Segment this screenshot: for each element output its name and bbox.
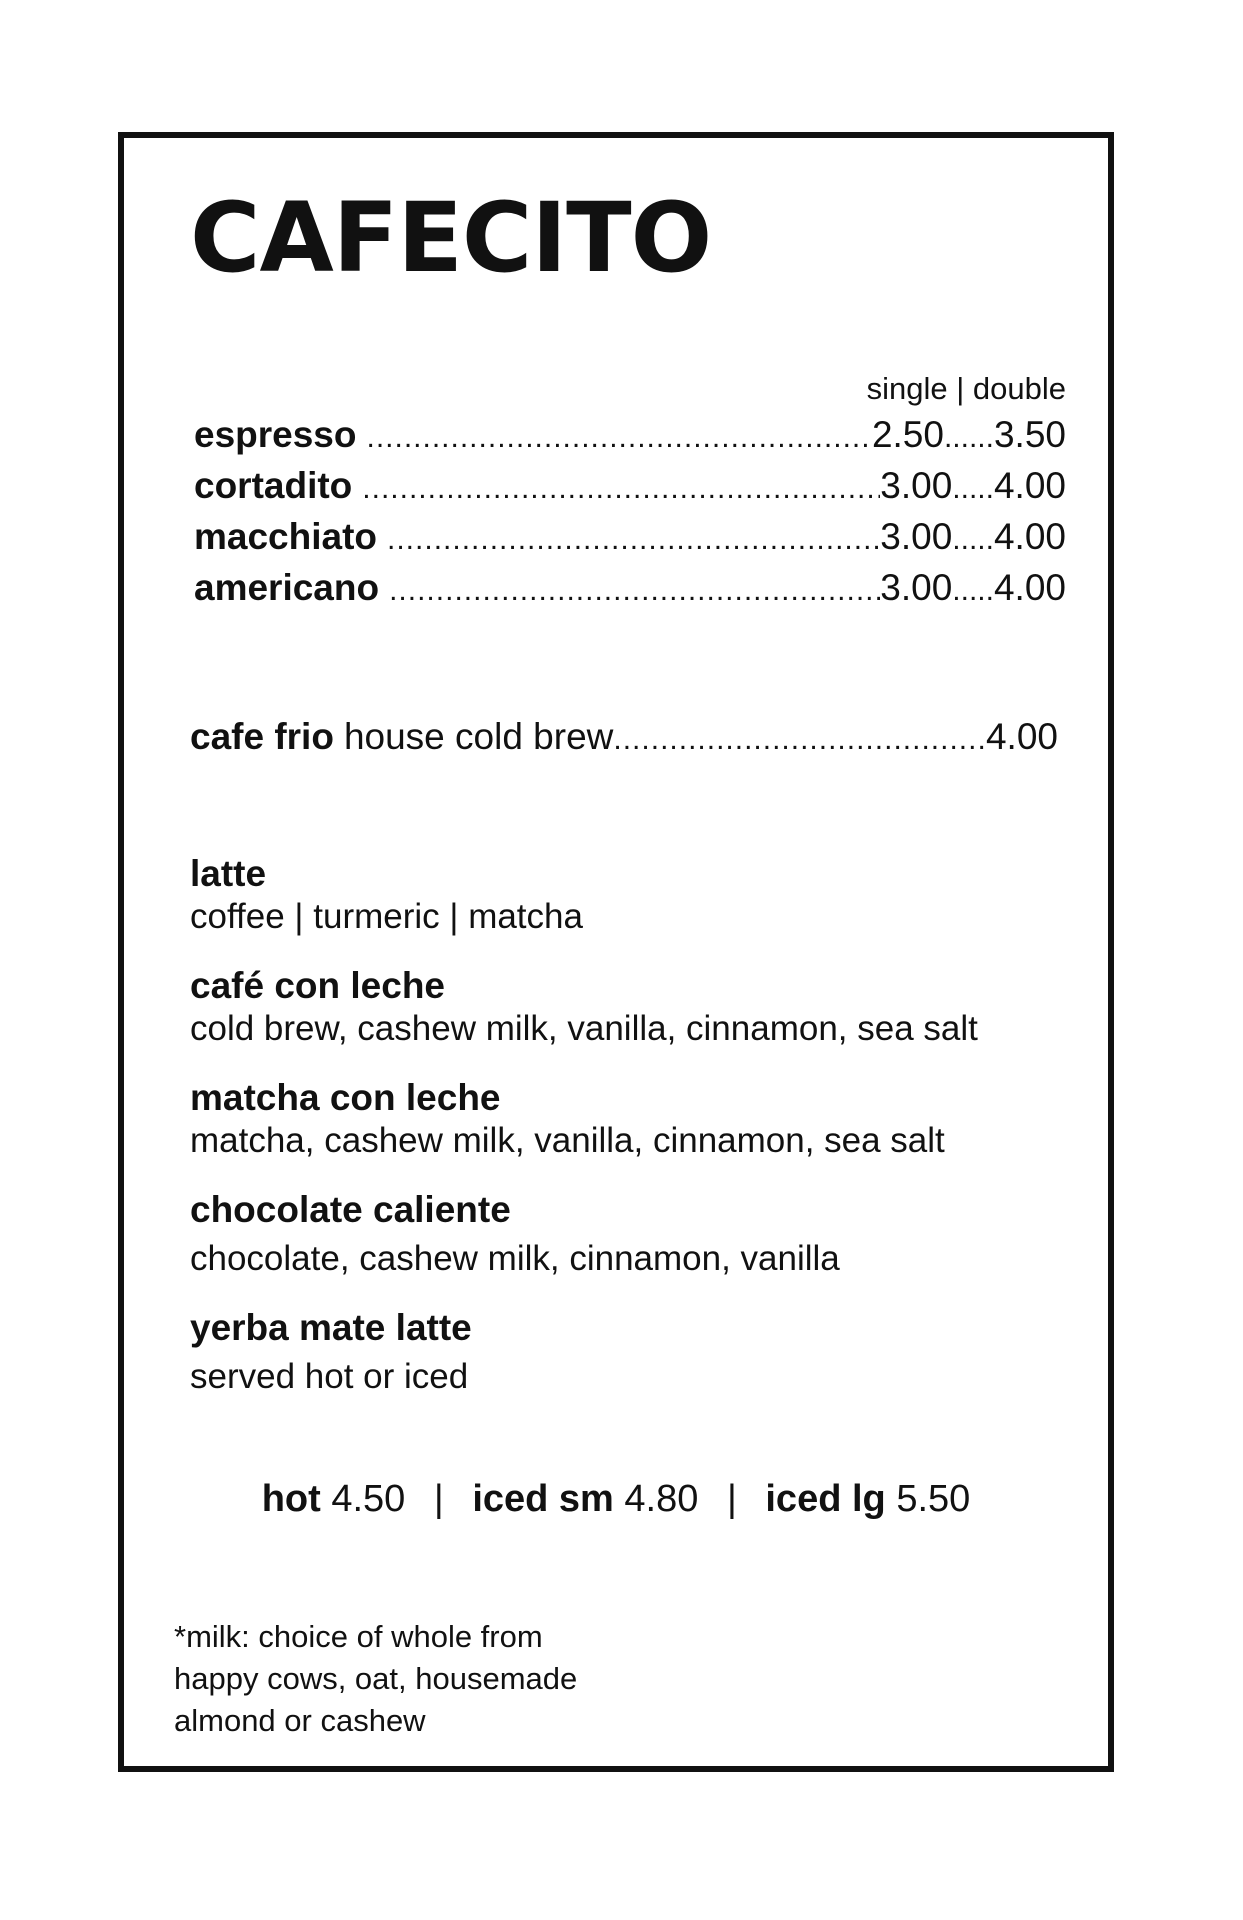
drink-name: yerba mate latte (190, 1307, 472, 1348)
single-price: 2.50 (871, 414, 944, 455)
cortadito-row (194, 465, 1066, 516)
dot-leader (362, 472, 880, 506)
size-prices (124, 1478, 1108, 1521)
size-separator: | (726, 1478, 737, 1520)
item-name: macchiato (194, 516, 378, 557)
dot-leader (387, 523, 880, 557)
drink-description: matcha, cashew milk, vanilla, cinnamon, sea salt (190, 1121, 945, 1160)
dot-leader (389, 574, 880, 608)
price-separator: ...... (943, 421, 994, 454)
item-name: cortadito (194, 465, 353, 506)
dot-leader (613, 723, 986, 757)
item-name: espresso (194, 414, 357, 455)
double-price: 4.00 (993, 567, 1066, 608)
milk-note (174, 1616, 654, 1742)
size-label-iced-sm: iced sm (472, 1478, 614, 1520)
drink-item (190, 1188, 1078, 1280)
cold-brew-price: 4.00 (985, 716, 1058, 757)
milk-note-line: *milk: choice of whole from (174, 1619, 543, 1654)
dot-leader (367, 421, 872, 455)
milk-note-line: happy cows, oat, housemade (174, 1661, 578, 1696)
menu-card (118, 132, 1114, 1772)
single-price: 3.00 (880, 465, 953, 506)
drink-name: matcha con leche (190, 1077, 501, 1118)
americano-row (194, 567, 1066, 618)
double-price: 4.00 (993, 516, 1066, 557)
drink-item (190, 1306, 1078, 1398)
size-price-iced-sm: 4.80 (624, 1478, 699, 1520)
drink-description: chocolate, cashew milk, cinnamon, vanilla (190, 1239, 840, 1278)
menu-title: CAFECITO (190, 182, 712, 294)
size-price-iced-lg: 5.50 (896, 1478, 971, 1520)
cold-brew-name: cafe frio (190, 716, 334, 757)
item-name: americano (194, 567, 380, 608)
size-separator: | (433, 1478, 444, 1520)
drink-item (190, 852, 1078, 938)
single-price: 3.00 (880, 567, 953, 608)
drink-name: chocolate caliente (190, 1189, 511, 1230)
price-separator: ..... (952, 472, 994, 505)
cold-brew-row (190, 716, 1058, 758)
single-price: 3.00 (880, 516, 953, 557)
size-label-hot: hot (261, 1478, 321, 1520)
double-price: 3.50 (993, 414, 1066, 455)
price-separator: ..... (952, 523, 994, 556)
espresso-list (194, 414, 1066, 618)
size-header: single | double (866, 371, 1066, 406)
size-label-iced-lg: iced lg (765, 1478, 886, 1520)
double-price: 4.00 (993, 465, 1066, 506)
drink-description: cold brew, cashew milk, vanilla, cinnamon, sea salt (190, 1009, 978, 1048)
macchiato-row (194, 516, 1066, 567)
drink-description: coffee | turmeric | matcha (190, 897, 583, 936)
drink-item (190, 1076, 1078, 1162)
drink-name: latte (190, 853, 267, 894)
drink-description: served hot or iced (190, 1357, 469, 1396)
drink-name: café con leche (190, 965, 446, 1006)
drink-item (190, 964, 1078, 1050)
espresso-row (194, 414, 1066, 465)
cold-brew-description: house cold brew (343, 716, 614, 757)
size-price-hot: 4.50 (331, 1478, 406, 1520)
price-separator: ..... (952, 574, 994, 607)
drinks-list (190, 852, 1078, 1424)
milk-note-line: almond or cashew (174, 1703, 426, 1738)
